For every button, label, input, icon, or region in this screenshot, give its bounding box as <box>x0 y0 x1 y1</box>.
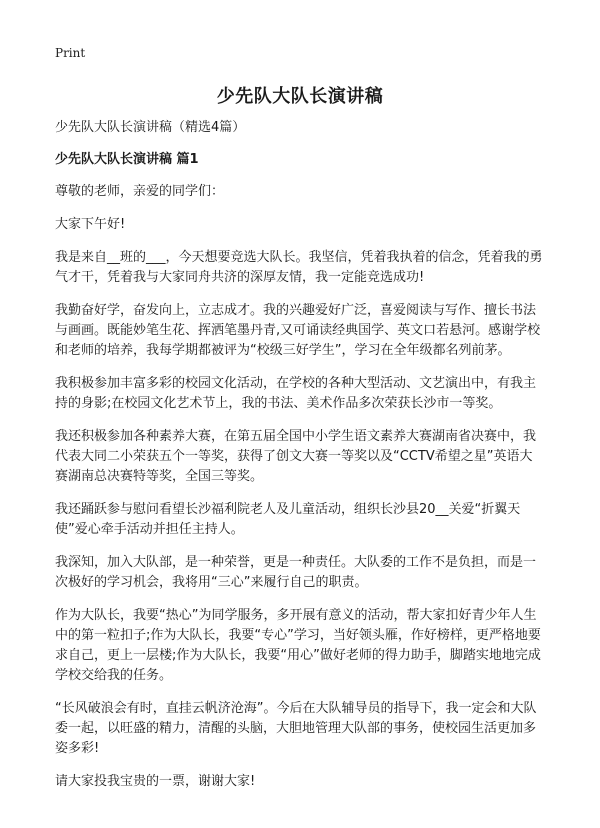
document-title: 少先队大队长演讲稿 <box>216 86 384 107</box>
paragraph-salutation: 大家下午好! <box>55 217 126 232</box>
document-body <box>55 118 545 805</box>
paragraph: 我积极参加丰富多彩的校园文化活动，在学校的各种大型活动、文艺演出中，有我主持的身影;在校园文化艺术节上，我的书法、美术作品多次荣获长沙市一等奖。 <box>55 376 537 411</box>
print-link[interactable]: Print <box>55 46 86 60</box>
paragraph: “长风破浪会有时，直挂云帆济沧海”。今后在大队辅导员的指导下，我一定会和大队委一起，以旺盛的精力，清醒的头脑，大胆地管理大队部的事务，使校园生活更加多姿多彩! <box>55 701 537 756</box>
paragraph: 我还积极参加各种素养大赛，在第五届全国中小学生语文素养大赛湖南省决赛中，我代表大同二小荣获五个一等奖，获得了创文大赛一等奖以及“CCTV希望之星”英语大赛湖南总决赛特等奖，全国三等奖。 <box>55 429 537 484</box>
paragraph: 我深知，加入大队部，是一种荣誉，更是一种责任。大队委的工作不是负担，而是一次极好的学习机会，我将用“三心”来履行自己的职责。 <box>55 555 537 590</box>
paragraph-greeting: 尊敬的老师，亲爱的同学们： <box>55 184 225 199</box>
paragraph-closing: 请大家投我宝贵的一票，谢谢大家! <box>55 774 256 789</box>
paragraph: 我还踊跃参与慰问看望长沙福利院老人及儿童活动，组织长沙县20__关爱“折翼天使”爱心牵手活动并担任主持人。 <box>55 502 521 537</box>
document-subtitle: 少先队大队长演讲稿（精选4篇） <box>55 120 246 135</box>
paragraph: 我勤奋好学，奋发向上，立志成才。我的兴趣爱好广泛，喜爱阅读与写作、擅长书法与画画。既能妙笔生花、挥洒笔墨丹青,又可诵读经典国学、英文口若悬河。感谢学校和老师的培养，我每学期都被评为“校级三好学生”，学习在全年级都名列前茅。 <box>55 303 541 358</box>
paragraph: 作为大队长，我要“热心”为同学服务，多开展有意义的活动，帮大家扣好青少年人生中的第一粒扣子;作为大队长，我要“专心”学习，当好领头雁，作好榜样，更严格地要求自己，更上一层楼;作为大队长，我要“用心”做好老师的得力助手，脚踏实地地完成学校交给我的任务。 <box>55 608 541 683</box>
paragraph: 我是来自__班的___，今天想要竞选大队长。我坚信，凭着我执着的信念，凭着我的勇气才干，凭着我与大家同舟共济的深厚友情，我一定能竞选成功! <box>55 250 543 285</box>
section-heading: 少先队大队长演讲稿 篇1 <box>55 152 199 167</box>
